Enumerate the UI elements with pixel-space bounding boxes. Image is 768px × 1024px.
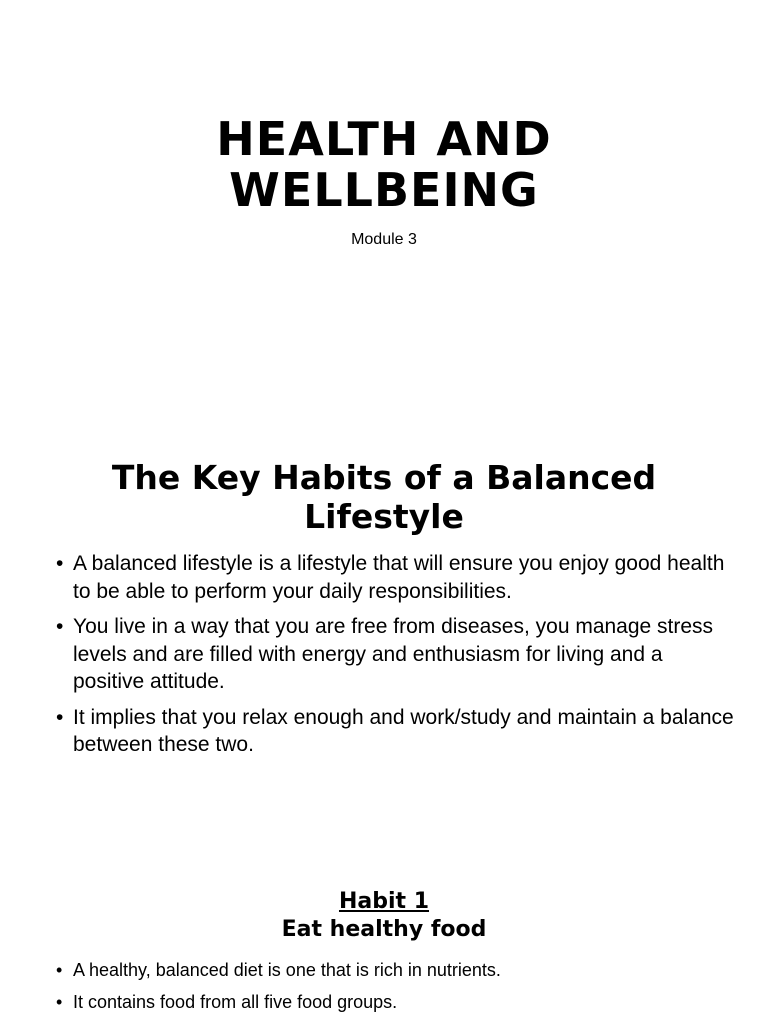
document-title bbox=[0, 114, 768, 216]
key-habits-title: The Key Habits of a Balanced Lifestyle bbox=[111, 458, 657, 536]
title-line-2: WELLBEING bbox=[229, 163, 539, 217]
bullet-item: • You live in a way that you are free from diseases, you manage stress levels and are filled with energy and enthusiasm for living and a positive attitude. bbox=[56, 613, 736, 696]
key-habits-slide bbox=[0, 450, 768, 770]
bullet-item: • A healthy, balanced diet is one that is rich in nutrients. bbox=[56, 958, 736, 982]
key-habits-bullet-list bbox=[56, 550, 736, 767]
module-subtitle: Module 3 bbox=[351, 231, 417, 248]
habit-1-slide bbox=[0, 880, 768, 1024]
bullet-item: • It implies that you relax enough and work/study and maintain a balance between these two. bbox=[56, 704, 736, 759]
title-line-1: HEALTH AND bbox=[216, 112, 552, 166]
title-slide bbox=[0, 0, 768, 300]
habit-number-heading: Habit 1 bbox=[338, 889, 430, 914]
bullet-item: • It contains food from all five food groups. bbox=[56, 990, 736, 1014]
habit-1-bullet-list bbox=[56, 958, 736, 1022]
habit-title-heading: Eat healthy food bbox=[281, 917, 487, 942]
bullet-item: • A balanced lifestyle is a lifestyle that will ensure you enjoy good health to be able to perform your daily responsibilities. bbox=[56, 550, 736, 605]
